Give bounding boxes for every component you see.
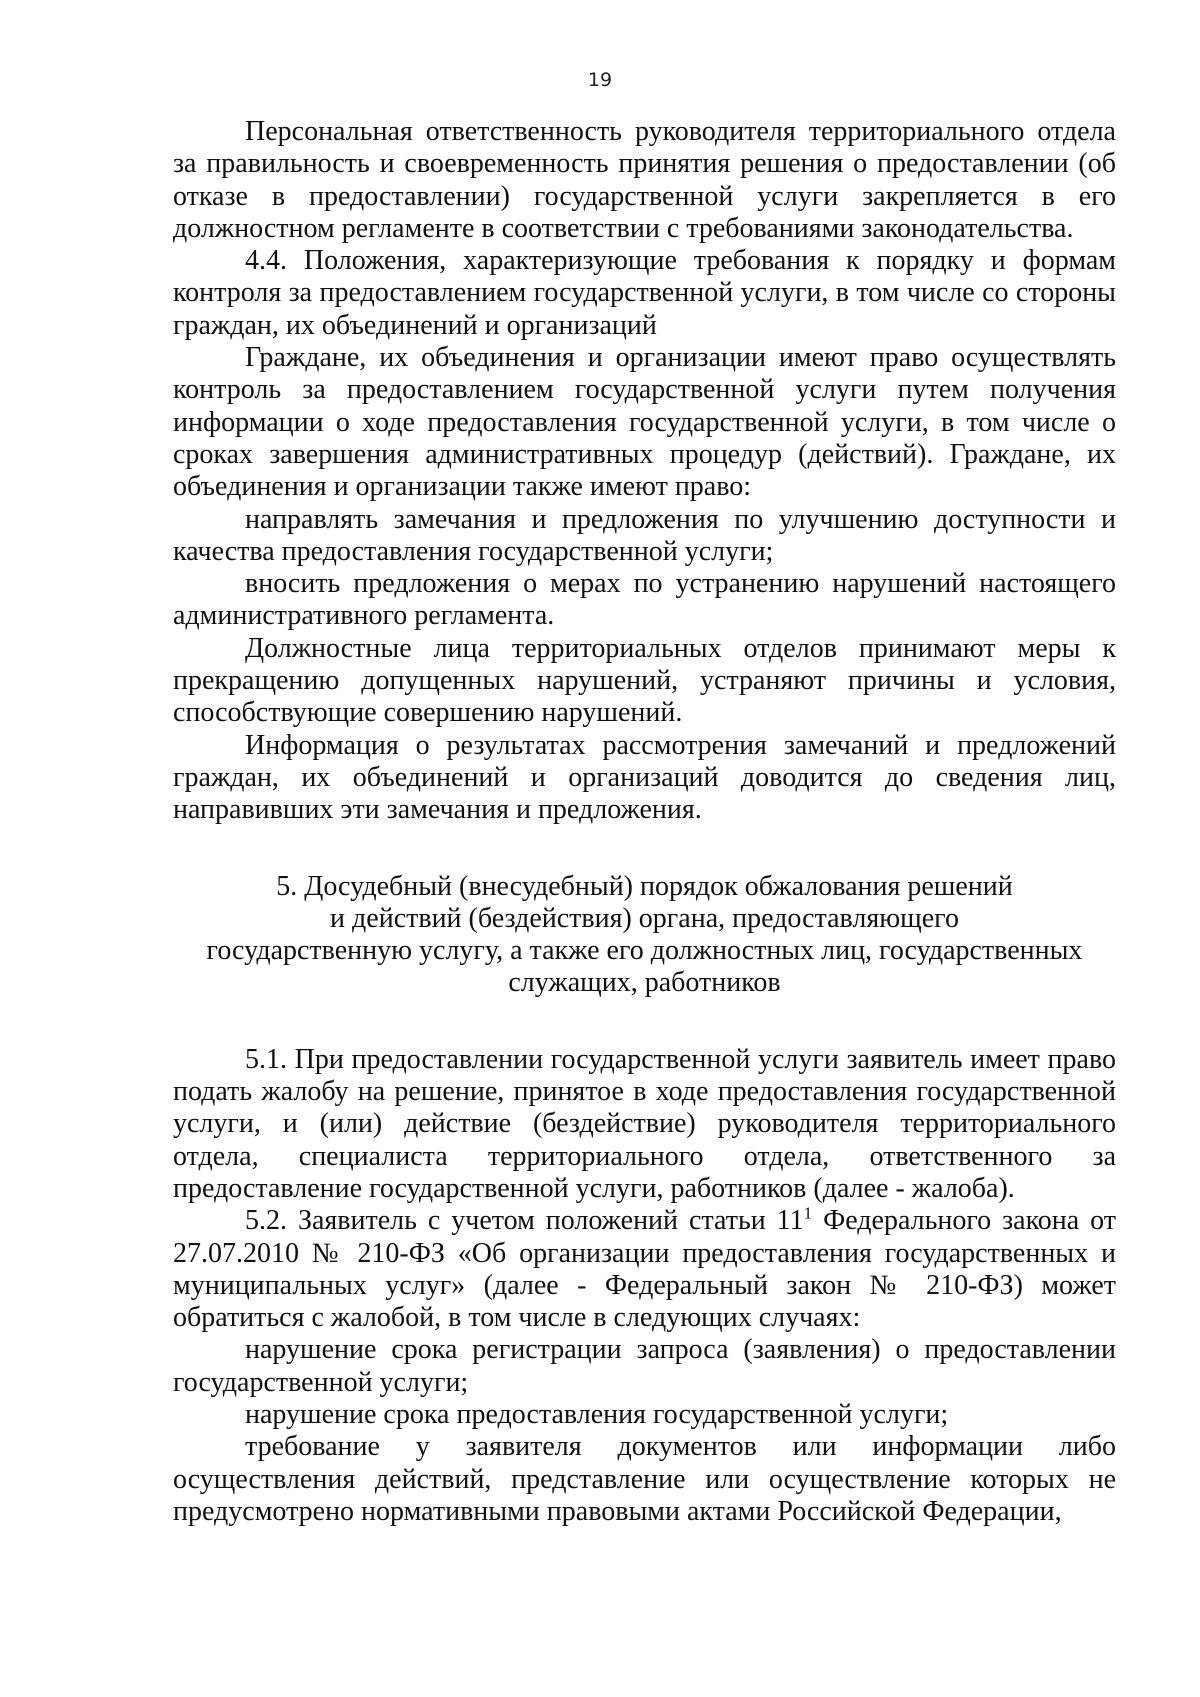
paragraph-citizens-rights: Граждане, их объединения и организации имеют право осуществлять контроль за предоставлением государственной услуги путем получения информации о ходе предоставления государственной услуги, в том числе о сроках завершения административных процедур (действий). Граждане, их объединения и организации также имеют право: (173, 342, 1116, 503)
paragraph-registration-violation: нарушение срока регистрации запроса (заявления) о предоставлении государственной услуги; (173, 1334, 1116, 1398)
paragraph-4-4: 4.4. Положения, характеризующие требования к порядку и формам контроля за предоставлением государственной услуги, в том числе со стороны граждан, их объединений и организаций (173, 245, 1116, 341)
paragraph-5-2 (173, 1205, 1116, 1334)
section-5-heading (173, 871, 1116, 1000)
paragraph-5-1: 5.1. При предоставлении государственной услуги заявитель имеет право подать жалобу на решение, принятое в ходе предоставления государственной услуги, и (или) действие (бездействие) руководителя территориального отдела, специалиста территориального отдела, ответственного за предоставление государственной услуги, работников (далее - жалоба). (173, 1043, 1116, 1204)
document-body (173, 116, 1116, 1528)
paragraph-term-violation: нарушение срока предоставления государственной услуги; (245, 1398, 949, 1430)
paragraph-officials-measures: Должностные лица территориальных отделов принимают меры к прекращению допущенных нарушений, устраняют причины и условия, способствующие совершению нарушений. (173, 632, 1116, 729)
paragraph-documents-requirement: требование у заявителя документов или информации либо осуществления действий, представление или осуществление которых не предусмотрено нормативными правовыми актами Российской Федерации, (173, 1431, 1116, 1527)
paragraph-submit-proposals: вносить предложения о мерах по устранению нарушений настоящего административного регламента. (173, 568, 1116, 632)
page-number: 19 (587, 69, 613, 91)
section-heading-line: и действий (бездействия) органа, предоставляющего (330, 902, 959, 934)
article-superscript: 1 (803, 1203, 813, 1223)
paragraph-results-information: Информация о результатах рассмотрения замечаний и предложений граждан, их объединений и организаций доводится до сведения лиц, направивших эти замечания и предложения. (173, 729, 1116, 826)
section-heading-line: служащих, работников (508, 967, 781, 999)
section-heading-line: 5. Досудебный (внесудебный) порядок обжалования решений (276, 870, 1013, 902)
paragraph-5-2-start: 5.2. Заявитель с учетом положений статьи 11 (245, 1205, 804, 1237)
section-heading-line: государственную услугу, а также его должностных лиц, государственных (206, 935, 1083, 967)
paragraph-personal-responsibility: Персональная ответственность руководителя территориального отдела за правильность и своевременность принятия решения о предоставлении (об отказе в предоставлении) государственной услуги закрепляется в его должностном регламенте в соответствии с требованиями законодательства. (173, 116, 1116, 244)
paragraph-send-remarks: направлять замечания и предложения по улучшению доступности и качества предоставления государственной услуги; (173, 503, 1116, 567)
paragraph-5-2-rest: Федерального закона от 27.07.2010 № 210-ФЗ «Об организации предоставления государственных и муниципальных услуг» (далее - Федеральный закон № 210-ФЗ) может обратиться с жалобой, в том числе в следующих случаях: (173, 1205, 1117, 1334)
